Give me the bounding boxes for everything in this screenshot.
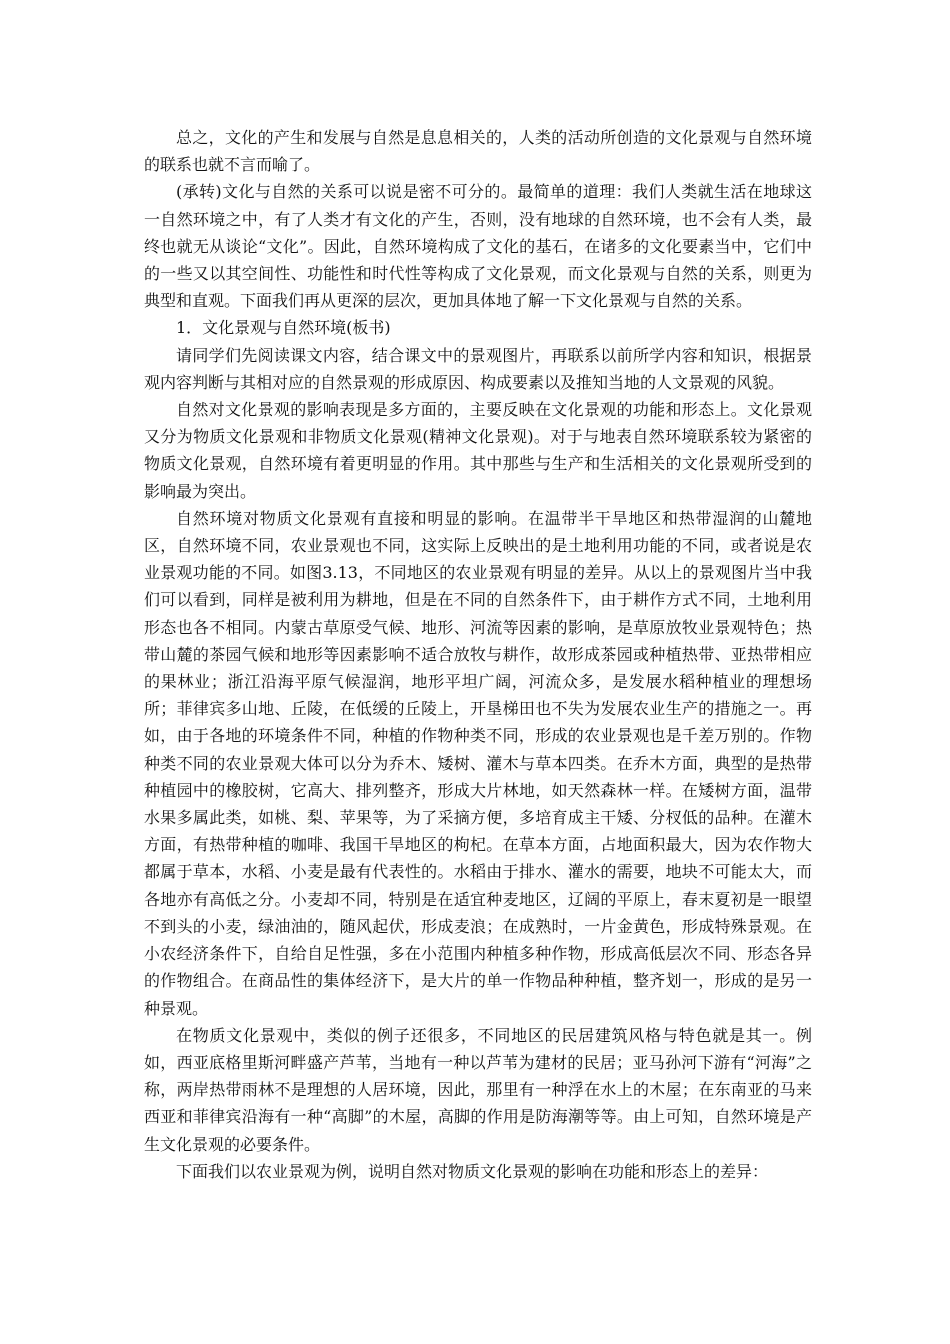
paragraph-dwelling-examples: 在物质文化景观中，类似的例子还很多，不同地区的民居建筑风格与特色就是其一。例如，西亚底格里斯河畔盛产芦苇，当地有一种以芦苇为建材的民居；亚马孙河下游有“河海”之称，两岸热带雨林不是理想的人居环境，因此，那里有一种浮在水上的木屋；在东南亚的马来西亚和菲律宾沿海有一种“高脚”的木屋，高脚的作用是防海潮等等。由上可知，自然环境是产生文化景观的必要条件。 [144, 1025, 812, 1154]
paragraph-agricultural-landscape: 自然环境对物质文化景观有直接和明显的影响。在温带半干旱地区和热带湿润的山麓地区，自然环境不同，农业景观也不同，这实际上反映出的是土地利用功能的不同，或者说是农业景观功能的不同。如图3.13，不同地区的农业景观有明显的差异。从以上的景观图片当中我们可以看到，同样是被利用为耕地，但是在不同的自然条件下，由于耕作方式不同，土地利用形态也各不相同。内蒙古草原受气候、地形、河流等因素的影响，是草原放牧业景观特色；热带山麓的茶园气候和地形等因素影响不适合放牧与耕作，故形成茶园或种植热带、亚热带相应的果林业；浙江沿海平原气候湿润，地形平坦广阔，河流众多，是发展水稻种植业的理想场所；菲律宾多山地、丘陵，在低缓的丘陵上，开垦梯田也不失为发展农业生产的措施之一。再如，由于各地的环境条件不同，种植的作物种类不同，形成的农业景观也是千差万别的。作物种类不同的农业景观大体可以分为乔木、矮树、灌木与草本四类。在乔木方面，典型的是热带种植园中的橡胶树，它高大、排列整齐，形成大片林地，如天然森林一样。在矮树方面，温带水果多属此类，如桃、梨、苹果等，为了采摘方便，多培育成主干矮、分杈低的品种。在灌木方面，有热带种植的咖啡、我国干旱地区的枸杞。在草本方面，占地面积最大，因为农作物大都属于草本，水稻、小麦是最有代表性的。水稻由于排水、灌水的需要，地块不可能太大，而各地亦有高低之分。小麦却不同，特别是在适宜种麦地区，辽阔的平原上，春末夏初是一眼望不到头的小麦，绿油油的，随风起伏，形成麦浪；在成熟时，一片金黄色，形成特殊景观。在小农经济条件下，自给自足性强，多在小范围内种植多种作物，形成高低层次不同、形态各异的作物组合。在商品性的集体经济下，是大片的单一作物品种种植，整齐划一，形成的是另一种景观。 [144, 508, 812, 1018]
document-body [144, 124, 812, 1185]
section-heading: 1．文化景观与自然环境(板书) [176, 318, 391, 338]
paragraph-nature-influence: 自然对文化景观的影响表现是多方面的，主要反映在文化景观的功能和形态上。文化景观又分为物质文化景观和非物质文化景观(精神文化景观)。对于与地表自然环境联系较为紧密的物质文化景观，自然环境有着更明显的作用。其中那些与生产和生活相关的文化景观所受到的影响最为突出。 [144, 400, 812, 501]
paragraph-conclusion-lead: 下面我们以农业景观为例，说明自然对物质文化景观的影响在功能和形态上的差异： [176, 1161, 769, 1181]
paragraph-transition: (承转)文化与自然的关系可以说是密不可分的。最简单的道理：我们人类就生活在地球这一自然环境之中，有了人类才有文化的产生，否则，没有地球的自然环境，也不会有人类，最终也就无从谈论“文化”。因此，自然环境构成了文化的基石，在诸多的文化要素当中，它们中的一些又以其空间性、功能性和时代性等构成了文化景观，而文化景观与自然的关系，则更为典型和直观。下面我们再从更深的层次，更加具体地了解一下文化景观与自然的关系。 [144, 182, 812, 311]
paragraph-summary: 总之，文化的产生和发展与自然是息息相关的，人类的活动所创造的文化景观与自然环境的联系也就不言而喻了。 [144, 128, 812, 175]
paragraph-reading-instruction: 请同学们先阅读课文内容，结合课文中的景观图片，再联系以前所学内容和知识，根据景观内容判断与其相对应的自然景观的形成原因、构成要素以及推知当地的人文景观的风貌。 [144, 345, 812, 392]
